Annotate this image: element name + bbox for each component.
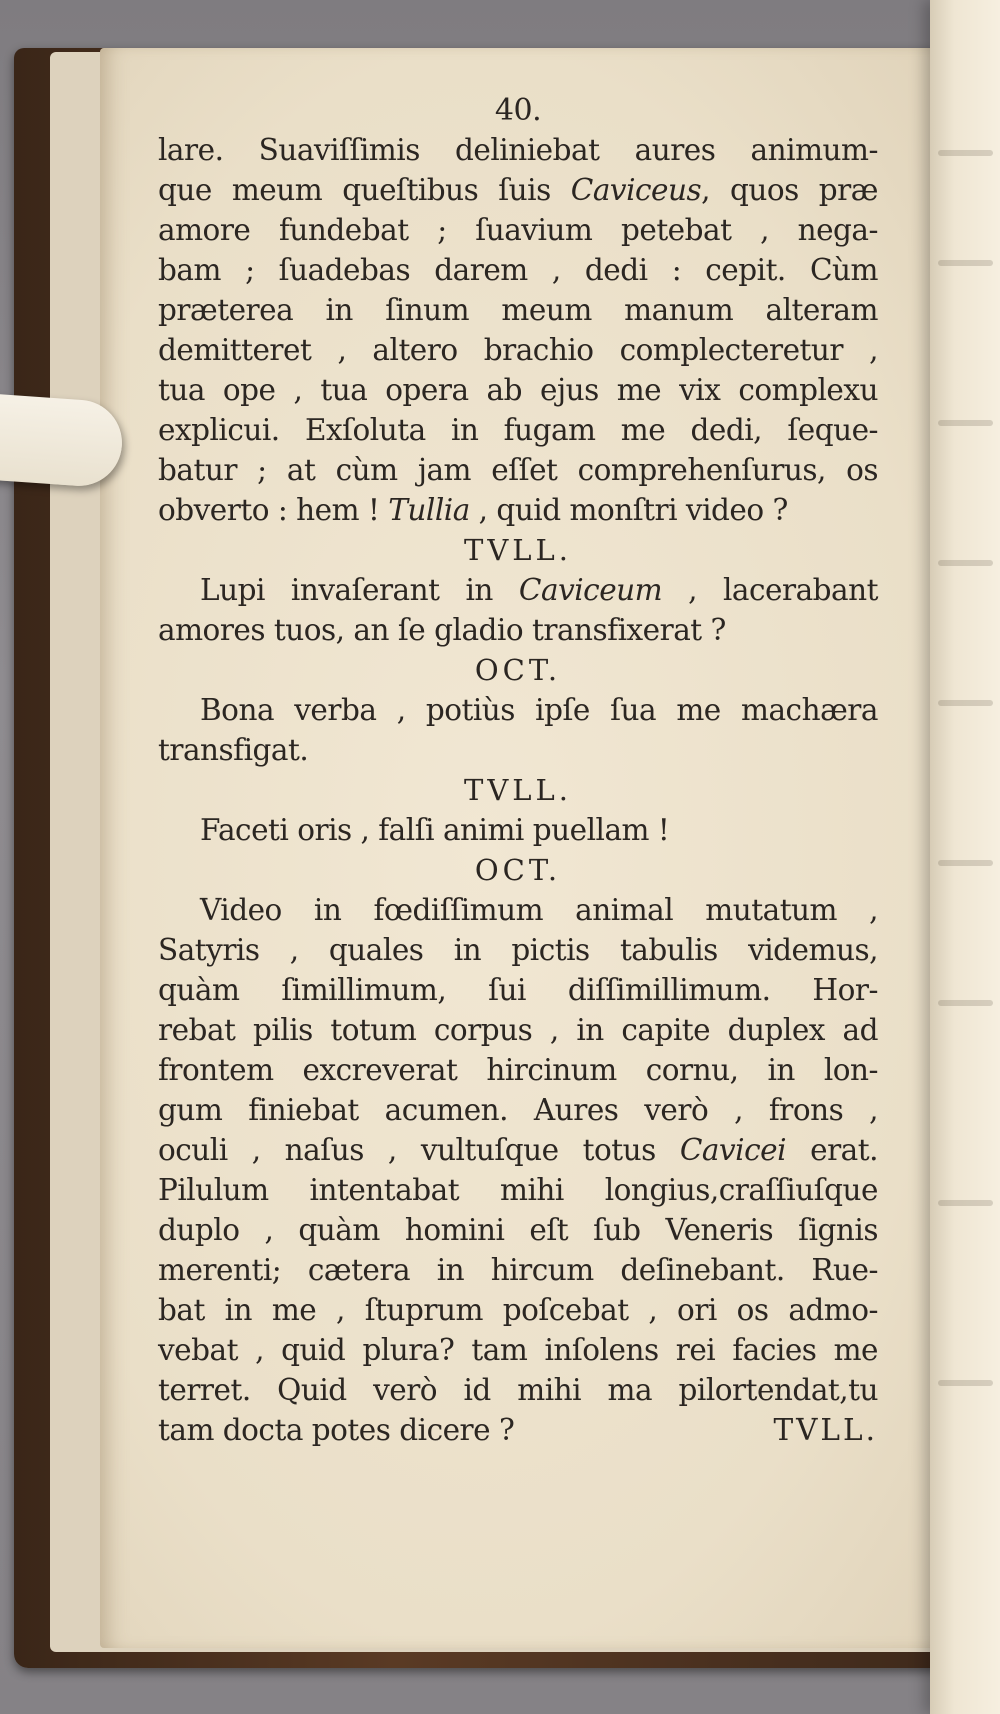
text-line: amore fundebat ; ſuavium petebat , nega- [158, 213, 878, 247]
italic-name: Tullia [388, 493, 470, 527]
page-number: 40. [494, 93, 542, 128]
text-line: tua ope , tua opera ab ejus me vix complexu [158, 373, 878, 407]
text-line: bam ; ſuadebas darem , dedi : cepit. Cùm [158, 253, 878, 287]
facing-page-bleed [938, 860, 993, 866]
speaker-heading-oct: OCT. [474, 853, 562, 887]
text-line: Bona verba , potiùs ipſe ſua me machæra [200, 693, 878, 727]
text-line: vebat , quid plura? tam inſolens rei facies me [158, 1333, 878, 1367]
text-line: gum finiebat acumen. Aures verò , frons , [158, 1093, 878, 1127]
text-line: rebat pilis totum corpus , in capite duplex ad [158, 1013, 878, 1047]
text-line: lare. Suaviſſimis deliniebat aures animum- [158, 133, 878, 167]
text-line: amores tuos, an ſe gladio transfixerat ? [158, 613, 726, 647]
facing-page-edge [930, 0, 1000, 1714]
text-line: demitteret , altero brachio complecteretur , [158, 333, 878, 367]
facing-page-bleed [938, 420, 993, 426]
text-line: terret. Quid verò id mihi ma pilortendat,tu [158, 1373, 878, 1407]
text-line: duplo , quàm homini eſt ſub Veneris ſignis [158, 1213, 878, 1247]
text-line: que meum queſtibus ſuis Caviceus, quos præ [158, 173, 878, 207]
facing-page-bleed [938, 1000, 993, 1006]
facing-page-bleed [938, 700, 993, 706]
text-line: transfigat. [158, 733, 309, 767]
italic-name: Caviceum [518, 573, 663, 607]
text-line: quàm ſimillimum, ſui diſſimillimum. Hor- [158, 973, 878, 1007]
facing-page-bleed [938, 1200, 993, 1206]
speaker-heading-tull: TVLL. [463, 773, 573, 807]
text-line: Video in fœdiſſimum animal mutatum , [200, 893, 878, 927]
facing-page-bleed [938, 560, 993, 566]
text-line: tam docta potes dicere ? TVLL. [158, 1410, 878, 1450]
facing-page-bleed [938, 1380, 993, 1386]
text-line: præterea in ſinum meum manum alteram [158, 293, 878, 327]
italic-name: Caviceus [570, 173, 702, 207]
facing-page-bleed [938, 150, 993, 156]
speaker-heading-oct: OCT. [474, 653, 562, 687]
catchword: TVLL. [773, 1413, 878, 1447]
text-line: Lupi invaſerant in Caviceum , lacerabant [200, 573, 878, 607]
facing-page-bleed [938, 260, 993, 266]
text-line: batur ; at cùm jam eſſet comprehenſurus, os [158, 453, 878, 487]
speaker-heading-tull: TVLL. [463, 533, 573, 567]
text-line: bat in me , ſtuprum poſcebat , ori os admo- [158, 1293, 878, 1327]
text-line: explicui. Exſoluta in fugam me dedi, ſeque- [158, 413, 878, 447]
italic-name: Cavicei [679, 1133, 787, 1167]
text-line: oculi , naſus , vultuſque totus Cavicei erat. [158, 1133, 878, 1167]
text-line: merenti; cætera in hircum deſinebant. Rue- [158, 1253, 878, 1287]
text-line: obverto : hem ! Tullia , quid monſtri video ? [158, 493, 788, 527]
page-text [158, 92, 878, 1450]
text-line: Pilulum intentabat mihi longius,craſſiuſque [158, 1173, 878, 1207]
text-line: frontem excreverat hircinum cornu, in lon- [158, 1053, 878, 1087]
text-line: Faceti oris , falſi animi puellam ! [200, 813, 670, 847]
text-line: Satyris , quales in pictis tabulis videmus, [158, 933, 878, 967]
